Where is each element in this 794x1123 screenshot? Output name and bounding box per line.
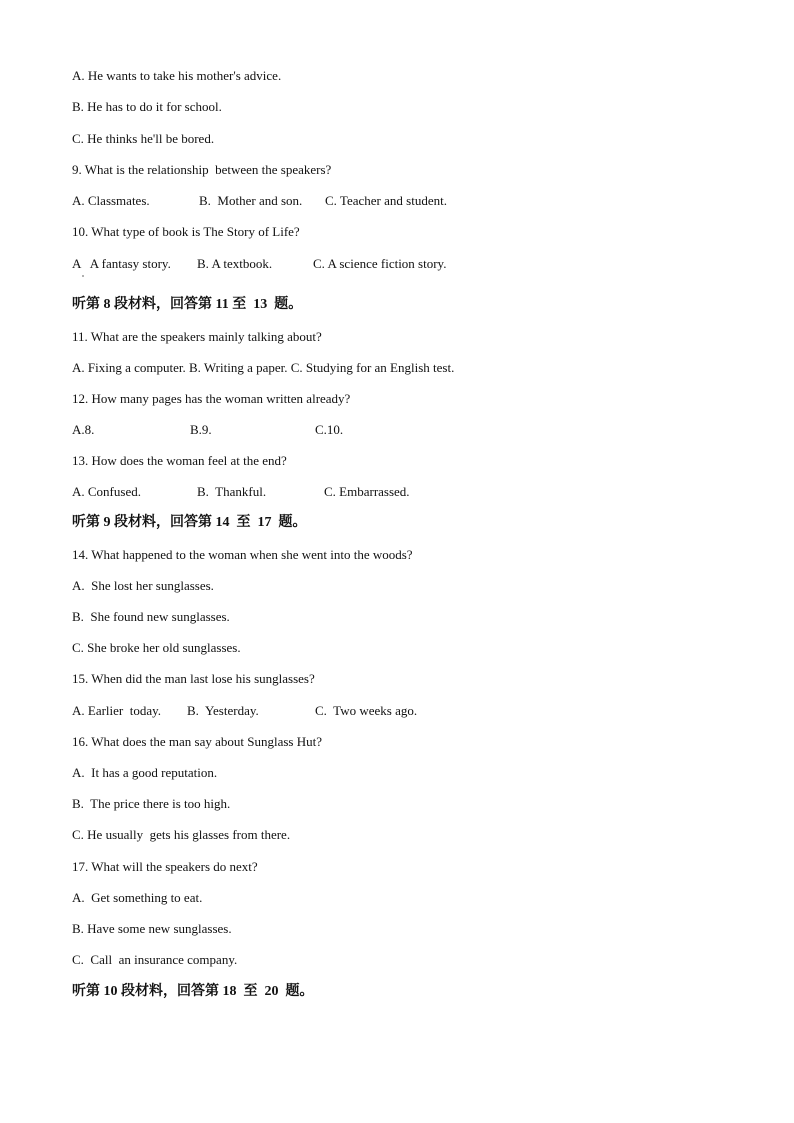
question-15: 15. When did the man last lose his sunglasses? bbox=[72, 671, 315, 686]
q16-option-b: B. The price there is too high. bbox=[72, 796, 231, 811]
q12-option-c: C.10. bbox=[315, 422, 344, 437]
q10-option-c: C. A science fiction story. bbox=[313, 256, 447, 271]
q16-option-a: A. It has a good reputation. bbox=[72, 765, 218, 780]
q14-option-a: A. She lost her sunglasses. bbox=[72, 578, 214, 593]
question-14: 14. What happened to the woman when she went into the woods? bbox=[72, 547, 413, 562]
q8-option-c: C. He thinks he'll be bored. bbox=[72, 131, 215, 146]
q16-option-c: C. He usually gets his glasses from there. bbox=[72, 827, 291, 842]
question-16: 16. What does the man say about Sunglass Hut? bbox=[72, 734, 322, 749]
q17-option-c: C. Call an insurance company. bbox=[72, 952, 238, 967]
q15-option-c: C. Two weeks ago. bbox=[315, 703, 418, 718]
q8-option-a: A. He wants to take his mother's advice. bbox=[72, 68, 282, 83]
q9-option-b: B. Mother and son. bbox=[199, 193, 303, 208]
q8-option-b: B. He has to do it for school. bbox=[72, 99, 222, 114]
stray-mark bbox=[82, 275, 84, 277]
q10-option-a: A A fantasy story. bbox=[72, 256, 171, 271]
question-17: 17. What will the speakers do next? bbox=[72, 859, 258, 874]
q12-option-a: A.8. bbox=[72, 422, 95, 437]
question-10: 10. What type of book is The Story of Life? bbox=[72, 224, 300, 239]
section-heading-8: 听第 8 段材料，回答第 11 至 13 题。 bbox=[72, 297, 303, 312]
q11-options: A. Fixing a computer. B. Writing a paper. C. Studying for an English test. bbox=[72, 360, 455, 375]
q12-option-b: B.9. bbox=[190, 422, 212, 437]
q10-option-b: B. A textbook. bbox=[197, 256, 273, 271]
q17-option-b: B. Have some new sunglasses. bbox=[72, 921, 232, 936]
q15-option-b: B. Yesterday. bbox=[187, 703, 259, 718]
q13-option-a: A. Confused. bbox=[72, 484, 141, 499]
q9-option-c: C. Teacher and student. bbox=[325, 193, 447, 208]
section-heading-10: 听第 10 段材料，回答第 18 至 20 题。 bbox=[72, 984, 314, 999]
q17-option-a: A. Get something to eat. bbox=[72, 890, 203, 905]
section-heading-9: 听第 9 段材料，回答第 14 至 17 题。 bbox=[72, 515, 307, 530]
question-9: 9. What is the relationship between the speakers? bbox=[72, 162, 332, 177]
q14-option-c: C. She broke her old sunglasses. bbox=[72, 640, 241, 655]
q14-option-b: B. She found new sunglasses. bbox=[72, 609, 230, 624]
question-11: 11. What are the speakers mainly talking about? bbox=[72, 329, 322, 344]
q13-option-c: C. Embarrassed. bbox=[324, 484, 410, 499]
q13-option-b: B. Thankful. bbox=[197, 484, 267, 499]
q15-option-a: A. Earlier today. bbox=[72, 703, 162, 718]
q9-option-a: A. Classmates. bbox=[72, 193, 150, 208]
question-13: 13. How does the woman feel at the end? bbox=[72, 453, 287, 468]
question-12: 12. How many pages has the woman written already? bbox=[72, 391, 351, 406]
